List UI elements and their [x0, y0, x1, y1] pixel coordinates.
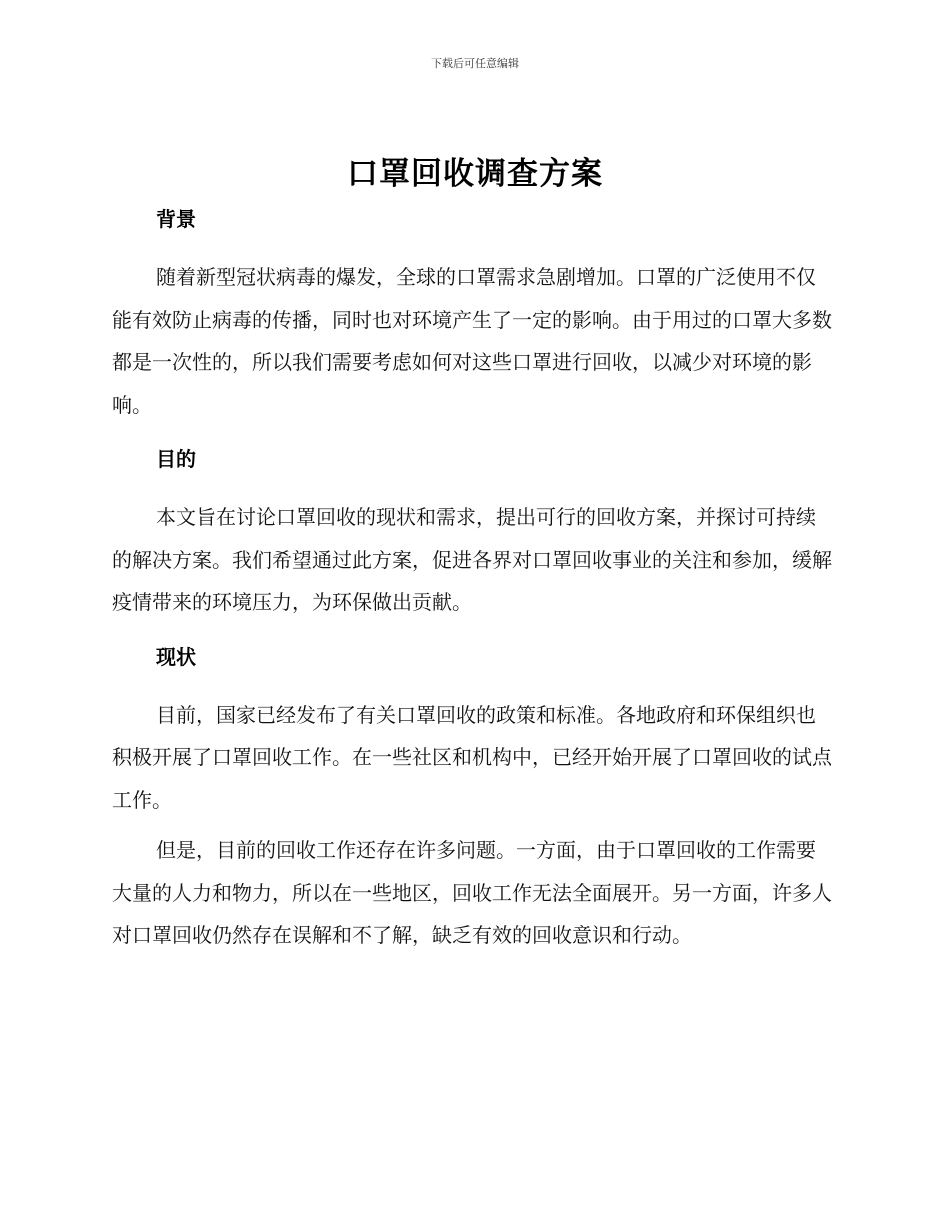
section-heading-background: 背景 — [156, 207, 196, 231]
section-heading-purpose: 目的 — [156, 447, 196, 471]
section-purpose — [112, 444, 832, 624]
paragraph-status-1: 目前，国家已经发布了有关口罩回收的政策和标准。各地政府和环保组织也积极开展了口罩回收工作。在一些社区和机构中，已经开始开展了口罩回收的试点工作。 — [112, 702, 832, 812]
paragraph-status-2: 但是，目前的回收工作还存在许多问题。一方面，由于口罩回收的工作需要大量的人力和物力，所以在一些地区，回收工作无法全面展开。另一方面，许多人对口罩回收仍然存在误解和不了解，缺乏有效的回收意识和行动。 — [112, 838, 832, 947]
section-background — [112, 204, 832, 426]
paragraph-background: 随着新型冠状病毒的爆发，全球的口罩需求急剧增加。口罩的广泛使用不仅能有效防止病毒的传播，同时也对环境产生了一定的影响。由于用过的口罩大多数都是一次性的，所以我们需要考虑如何对这些口罩进行回收，以减少对环境的影响。 — [112, 265, 832, 417]
paragraph-purpose: 本文旨在讨论口罩回收的现状和需求，提出可行的回收方案，并探讨可持续的解决方案。我们希望通过此方案，促进各界对口罩回收事业的关注和参加，缓解疫情带来的环境压力，为环保做出贡献。 — [112, 505, 832, 614]
document-body — [112, 204, 832, 957]
section-status — [112, 642, 832, 957]
document-title: 口罩回收调查方案 — [347, 156, 603, 192]
header-note: 下载后可任意编辑 — [431, 57, 519, 70]
section-heading-status: 现状 — [156, 644, 196, 669]
